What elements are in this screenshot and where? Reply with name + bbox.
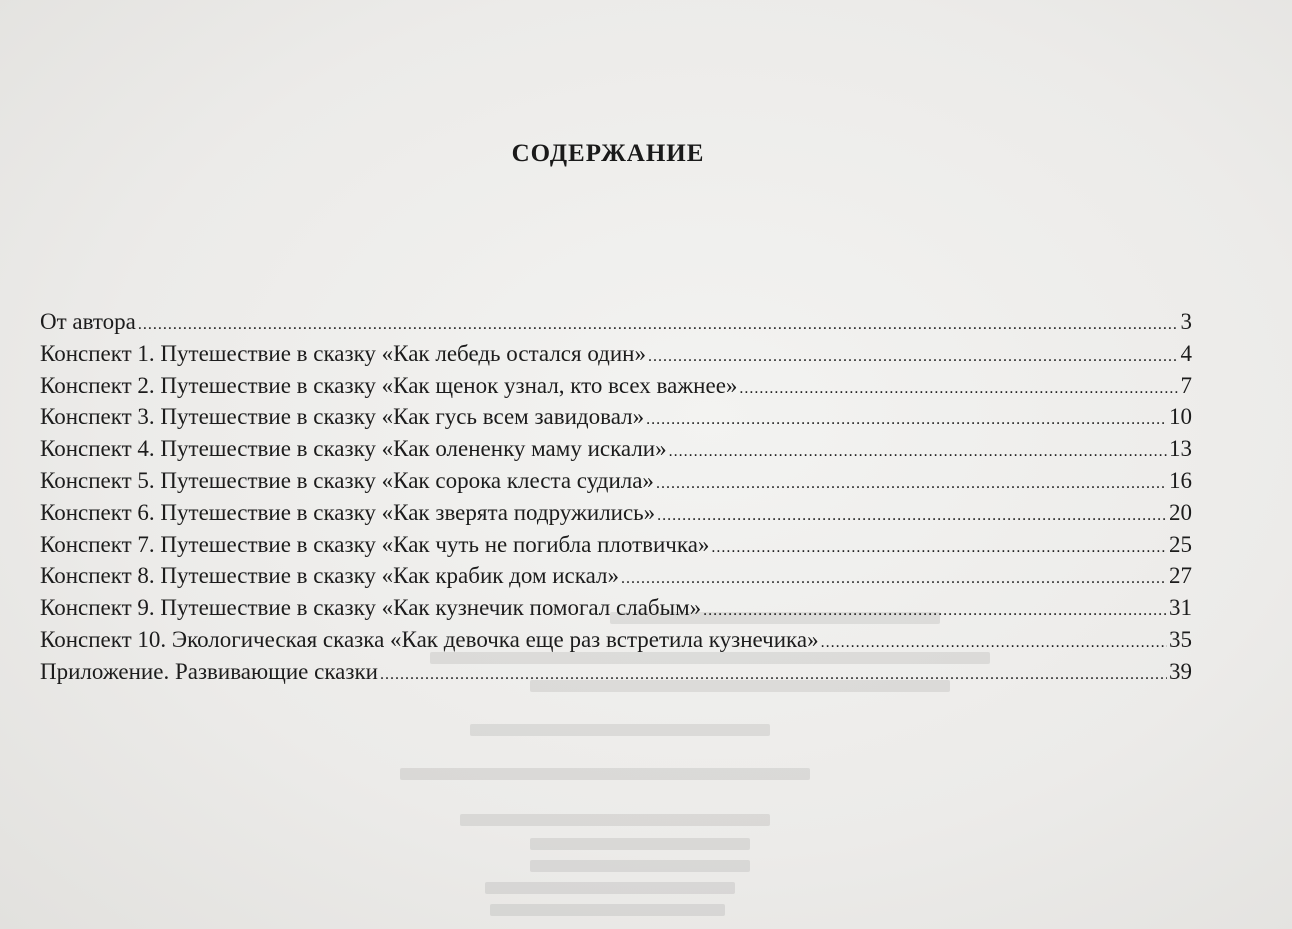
toc-entry-title: Конспект 7. Путешествие в сказку «Как чуть не погибла плотвичка»: [40, 531, 710, 557]
toc-entry-page: 16: [1169, 467, 1192, 493]
toc-entry: [40, 465, 1192, 497]
toc-entry: [40, 560, 1192, 592]
toc-entry-title: Конспект 5. Путешествие в сказку «Как сорока клеста судила»: [40, 467, 654, 493]
toc-entry-title: Конспект 6. Путешествие в сказку «Как зверята подружились»: [40, 499, 656, 525]
toc-entry-page: 20: [1169, 499, 1192, 525]
toc-entry: [40, 529, 1192, 561]
toc-entry-title: Конспект 9. Путешествие в сказку «Как кузнечик помогал слабым»: [40, 595, 702, 621]
toc-leader-dots: [380, 659, 1167, 691]
toc-entry-title: Конспект 2. Путешествие в сказку «Как щенок узнал, кто всех важнее»: [40, 372, 738, 398]
toc-entry-page: 39: [1169, 658, 1192, 684]
toc-entry-title: От автора: [40, 309, 136, 334]
toc-entry-page: 10: [1169, 404, 1192, 430]
toc-entry-page: 13: [1169, 436, 1192, 462]
toc-entry: [40, 592, 1192, 624]
toc-entry: [40, 338, 1192, 370]
table-of-contents: [40, 306, 1192, 688]
toc-entry-title: Конспект 8. Путешествие в сказку «Как крабик дом искал»: [40, 563, 619, 589]
page-title: СОДЕРЖАНИЕ: [511, 140, 705, 167]
toc-entry-title: Конспект 3. Путешествие в сказку «Как гусь всем завидовал»: [40, 404, 645, 430]
toc-entry-page: 31: [1169, 595, 1192, 621]
toc-leader-dots: [703, 595, 1167, 627]
toc-entry-title: Конспект 4. Путешествие в сказку «Как олененку маму искали»: [40, 436, 667, 462]
toc-leader-dots: [821, 627, 1167, 659]
toc-entry: [40, 306, 1192, 338]
toc-entry-page: 27: [1169, 563, 1192, 589]
toc-entry-title: Приложение. Развивающие сказки: [40, 658, 378, 684]
toc-entry: [40, 624, 1192, 656]
toc-entry: [40, 656, 1192, 688]
toc-entry-page: 4: [1180, 340, 1192, 366]
toc-leader-dots: [138, 309, 1178, 341]
toc-leader-dots: [739, 373, 1178, 405]
toc-entry: [40, 433, 1192, 465]
toc-entry-page: 25: [1169, 531, 1192, 557]
toc-leader-dots: [646, 404, 1167, 436]
toc-entry: [40, 370, 1192, 402]
toc-entry-page: 7: [1180, 372, 1192, 398]
toc-leader-dots: [656, 468, 1167, 500]
toc-entry-title: Конспект 1. Путешествие в сказку «Как лебедь остался один»: [40, 340, 646, 366]
toc-entry-page: 3: [1180, 309, 1192, 334]
toc-leader-dots: [621, 563, 1167, 595]
toc-leader-dots: [669, 436, 1167, 468]
toc-entry: [40, 401, 1192, 433]
toc-leader-dots: [657, 500, 1167, 532]
toc-entry-page: 35: [1169, 626, 1192, 652]
toc-leader-dots: [711, 532, 1167, 564]
toc-leader-dots: [648, 341, 1178, 373]
toc-entry-title: Конспект 10. Экологическая сказка «Как девочка еще раз встретила кузнечика»: [40, 626, 819, 652]
toc-entry: [40, 497, 1192, 529]
